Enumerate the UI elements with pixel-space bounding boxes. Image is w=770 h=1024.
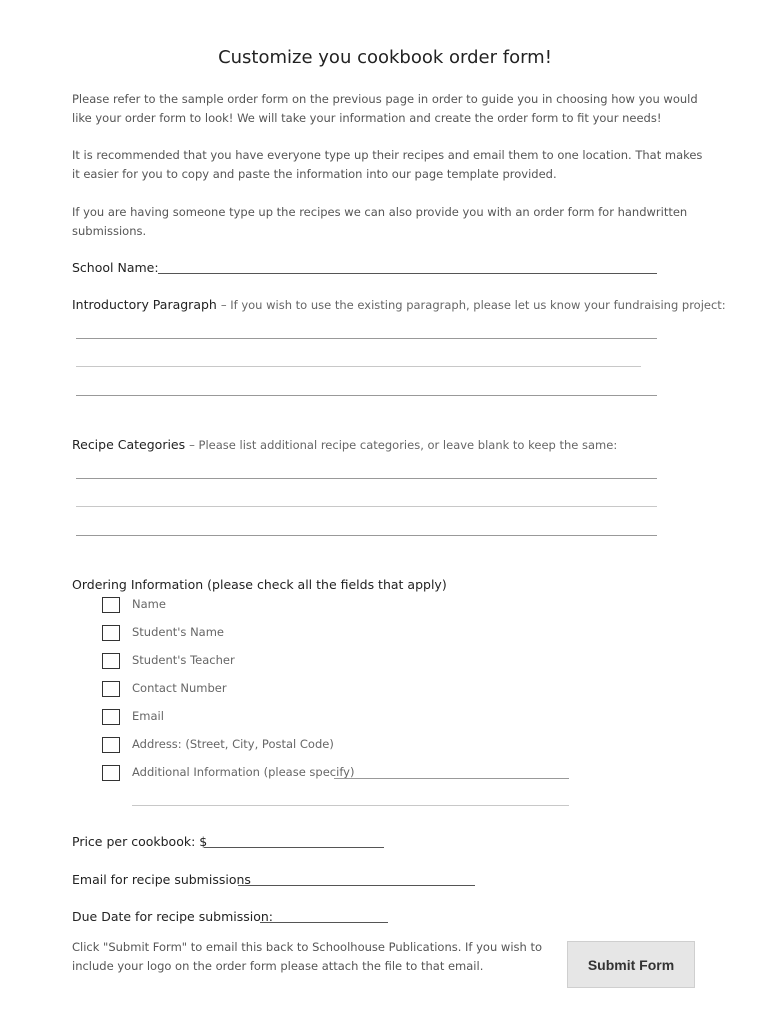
price-label: Price per cookbook: $ bbox=[72, 834, 208, 849]
additional-information-checkbox[interactable] bbox=[102, 765, 120, 781]
recipe-categories-line-1[interactable] bbox=[76, 478, 657, 479]
option-label: Student's Teacher bbox=[132, 653, 235, 667]
address-checkbox[interactable] bbox=[102, 737, 120, 753]
recipe-categories-label: Recipe Categories bbox=[72, 437, 186, 452]
price-field[interactable] bbox=[204, 847, 384, 848]
recipe-categories-line-2[interactable] bbox=[76, 506, 657, 507]
intro-paragraph-1: Please refer to the sample order form on the previous page in order to guide you in choosing how you would like your order form to look! We will take your information and create the order form to fit your needs! bbox=[72, 92, 698, 125]
school-name-field[interactable] bbox=[158, 273, 657, 274]
email-checkbox[interactable] bbox=[102, 709, 120, 725]
submit-form-button[interactable]: Submit Form bbox=[567, 941, 695, 988]
introductory-paragraph-hint: – If you wish to use the existing paragraph, please let us know your fundraising project: bbox=[220, 298, 726, 312]
email-submissions-label: Email for recipe submissions bbox=[72, 872, 251, 887]
introductory-paragraph-heading bbox=[72, 297, 726, 312]
recipe-categories-hint: – Please list additional recipe categories, or leave blank to keep the same: bbox=[189, 438, 618, 452]
email-submissions-field[interactable] bbox=[238, 885, 475, 886]
ordering-information-label: Ordering Information (please check all the fields that apply) bbox=[72, 577, 447, 592]
page-title: Customize you cookbook order form! bbox=[218, 47, 552, 68]
name-checkbox[interactable] bbox=[102, 597, 120, 613]
introductory-paragraph-line-3[interactable] bbox=[76, 395, 657, 396]
students-name-checkbox[interactable] bbox=[102, 625, 120, 641]
recipe-categories-line-3[interactable] bbox=[76, 535, 657, 536]
intro-paragraph-3: If you are having someone type up the recipes we can also provide you with an order form for handwritten submissions. bbox=[72, 205, 688, 238]
footer-note: Click "Submit Form" to email this back to Schoolhouse Publications. If you wish to include your logo on the order form please attach the file to that email. bbox=[72, 940, 542, 973]
introductory-paragraph-label: Introductory Paragraph bbox=[72, 297, 217, 312]
due-date-field[interactable] bbox=[260, 922, 388, 923]
introductory-paragraph-line-1[interactable] bbox=[76, 338, 657, 339]
school-name-label: School Name: bbox=[72, 260, 159, 275]
option-label: Email bbox=[132, 709, 164, 723]
introductory-paragraph-line-2[interactable] bbox=[76, 366, 641, 367]
option-label: Contact Number bbox=[132, 681, 227, 695]
due-date-label: Due Date for recipe submission: bbox=[72, 909, 274, 924]
recipe-categories-heading bbox=[72, 437, 617, 452]
intro-paragraph-2: It is recommended that you have everyone type up their recipes and email them to one location. That makes it easier for you to copy and paste the information into our page template provided. bbox=[72, 148, 703, 181]
option-label: Additional Information (please specify) bbox=[132, 765, 355, 779]
contact-number-checkbox[interactable] bbox=[102, 681, 120, 697]
option-label: Student's Name bbox=[132, 625, 225, 639]
option-label: Name bbox=[132, 597, 166, 611]
students-teacher-checkbox[interactable] bbox=[102, 653, 120, 669]
option-label: Address: (Street, City, Postal Code) bbox=[132, 737, 334, 751]
additional-information-field[interactable] bbox=[334, 778, 569, 779]
additional-information-field-2[interactable] bbox=[132, 805, 569, 806]
